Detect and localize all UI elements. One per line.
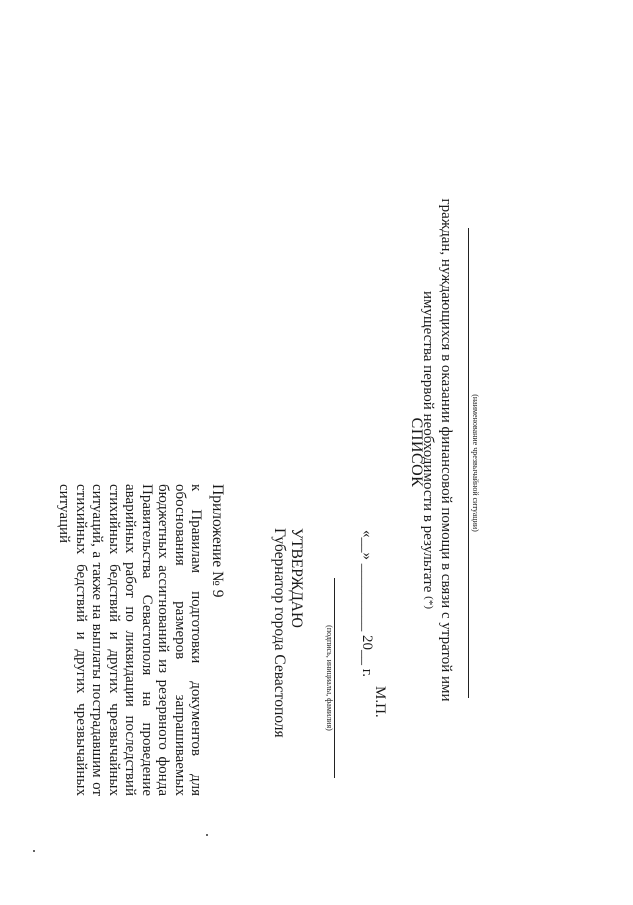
list-title: СПИСОК [408, 417, 425, 488]
signature-line [334, 578, 335, 778]
signature-caption: (подпись, инициалы, фамилия) [325, 625, 334, 731]
annex-block [56, 484, 225, 796]
approval-block [271, 528, 305, 768]
approval-date-line: «__» _________ 20__ г. [359, 530, 375, 677]
approval-governor: Губернатор города Севастополя [271, 528, 288, 738]
list-description-text: граждан, нуждающихся в оказании финансовой помощи в связи с утратой ими имущества первой необходимости в результате [420, 198, 454, 702]
stray-mark [33, 850, 35, 852]
footnote-mark: (*) [423, 596, 435, 609]
stray-mark [206, 834, 208, 836]
approval-title: УТВЕРЖДАЮ [288, 528, 305, 628]
emergency-caption: (наименование чрезвычайной ситуации) [471, 394, 480, 532]
annex-title: Приложение № 9 [209, 484, 226, 598]
emergency-name-line [468, 228, 469, 698]
list-description [419, 190, 454, 710]
stamp-label: М.П. [372, 686, 388, 718]
annex-body: к Правилам подготовки документов для обоснования размеров запрашиваемых бюджетных ассигнований из резервного фонда Правительства Севастополя на проведение аварийных работ по ликвидации последствий стихийных бедствий и других чрезвычайных ситуаций, а также на выплаты пострадавшим от стихийных бедствий и других чрезвычайных ситуаций [56, 484, 205, 796]
